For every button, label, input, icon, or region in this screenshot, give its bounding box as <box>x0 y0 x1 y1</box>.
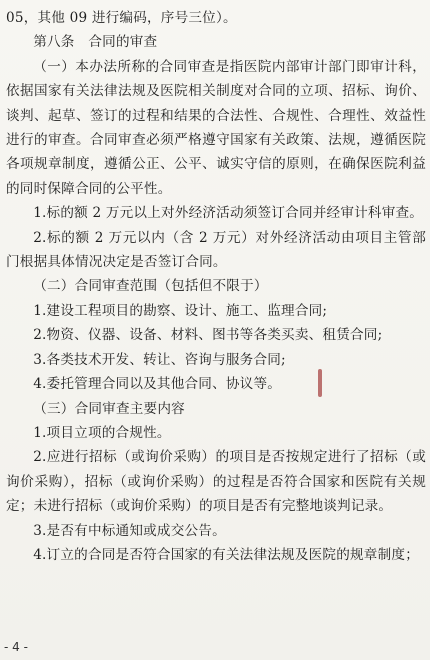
paragraph-item: 1.标的额 2 万元以上对外经济活动须签订合同并经审计科审查。 <box>33 205 424 222</box>
list-item: 3.各类技术开发、转让、咨询与服务合同; <box>33 351 286 368</box>
list-item: 1.项目立项的合规性。 <box>33 424 171 441</box>
list-item: 2.应进行招标（或询价采购）的项目是否按规定进行了招标（或询价采购），招标（或询价采购）的过程是否符合国家和医院有关规定；未进行招标（或询价采购）的项目是否有完整地谈判记录。 <box>6 449 426 515</box>
red-ink-mark <box>318 369 322 397</box>
document-body <box>6 6 426 567</box>
paragraph-item: 2.标的额 2 万元以内（含 2 万元）对外经济活动由项目主管部门根据具体情况决定是否签订合同。 <box>6 229 426 271</box>
list-item: 4.委托管理合同以及其他合同、协议等。 <box>33 376 282 393</box>
list-item: 1.建设工程项目的勘察、设计、施工、监理合同; <box>33 302 328 319</box>
list-item: 2.物资、仪器、设备、材料、图书等各类买卖、租赁合同; <box>33 327 383 344</box>
list-item: 4.订立的合同是否符合国家的有关法律法规及医院的规章制度； <box>33 546 419 563</box>
list-item: 3.是否有中标通知或成交公告。 <box>33 522 226 539</box>
paragraph-section-1: （一）本办法所称的合同审查是指医院内部审计部门即审计科，依据国家有关法律法规及医院相关制度对合同的立项、招标、询价、谈判、起草、签订的过程和结果的合法性、合规性、合理性、效益性进行的审查。合同审查必须严格遵守国家有关政策、法规，遵循医院各项规章制度，遵循公正、公平、诚实守信的原则，在确保医院利益的同时保障合同的公平性。 <box>6 58 426 197</box>
page-number: - 4 - <box>4 640 28 654</box>
article-heading: 第八条 合同的审查 <box>33 34 158 51</box>
paragraph-continuation: 05，其他 09 进行编码，序号三位）。 <box>6 10 237 26</box>
section-heading: （二）合同审查范围（包括但不限于） <box>33 278 268 295</box>
section-heading: （三）合同审查主要内容 <box>33 400 185 417</box>
